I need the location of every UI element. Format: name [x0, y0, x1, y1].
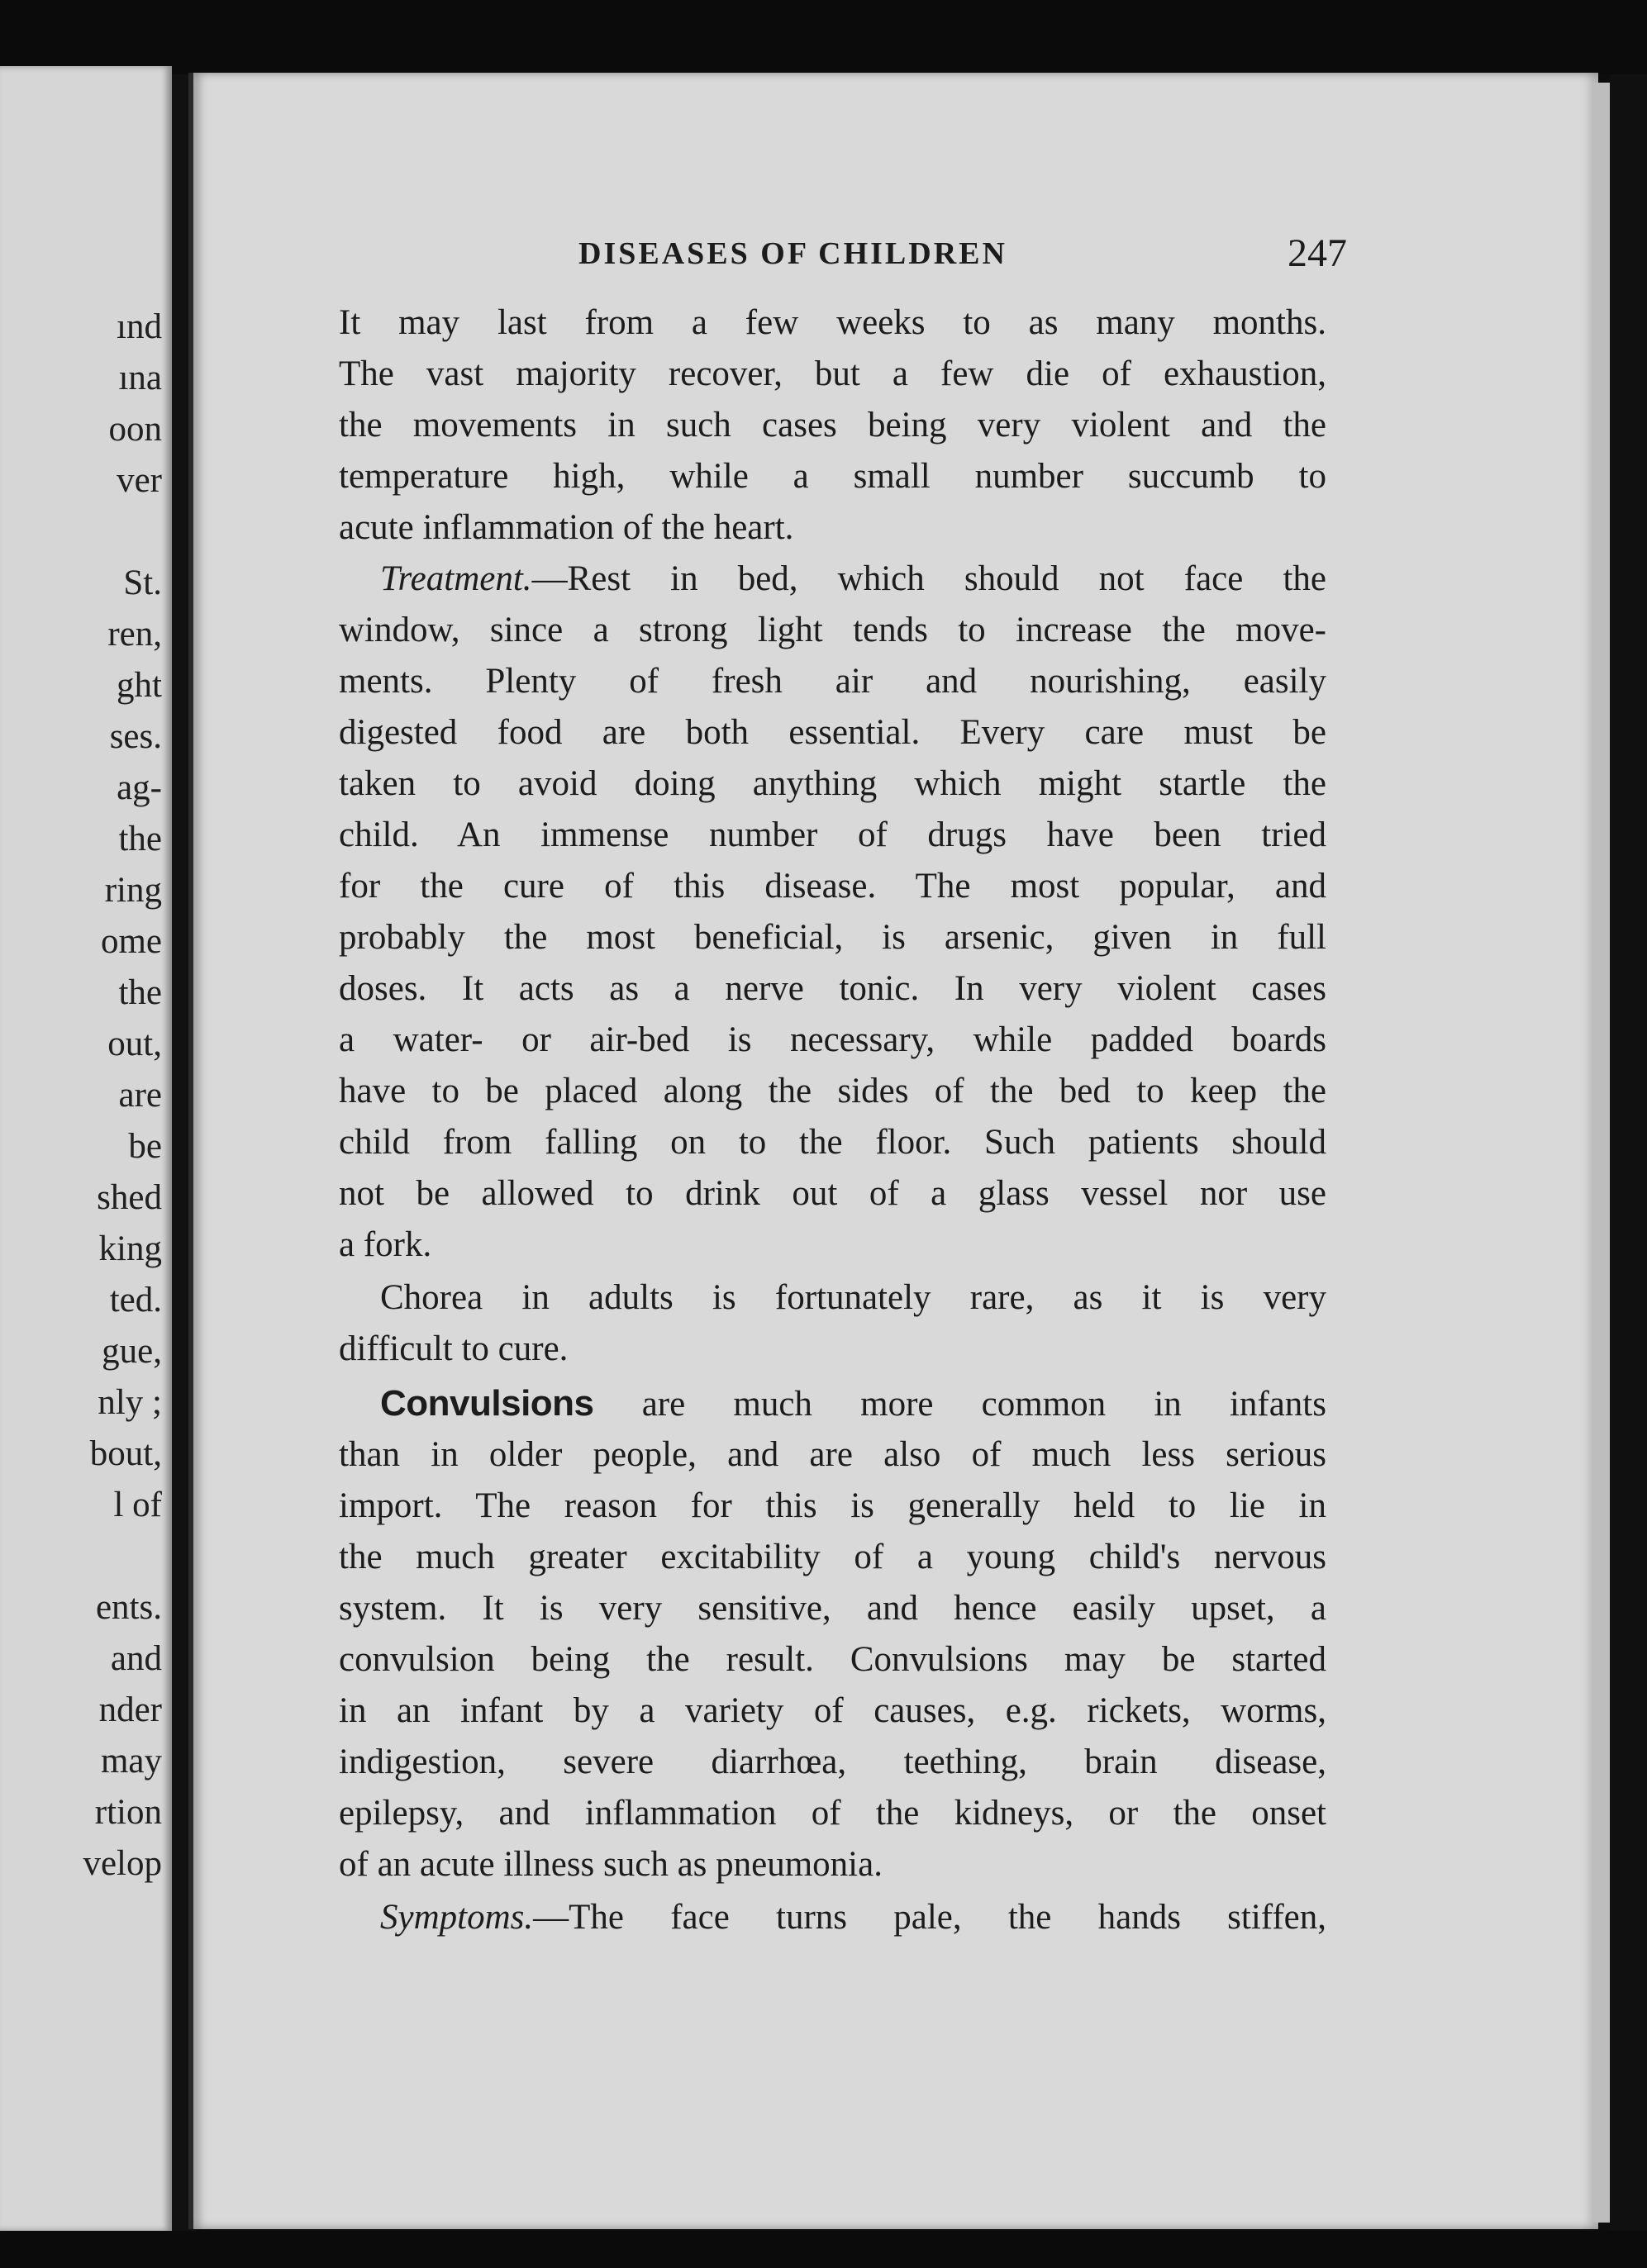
scan-top-edge	[0, 0, 1647, 74]
facing-page-line: gue,	[102, 1332, 162, 1371]
text-line: probably the most beneficial, is arsenic, given in full	[339, 918, 1326, 957]
text-line: epilepsy, and inflammation of the kidneys, or the onset	[339, 1794, 1326, 1833]
facing-page-line: the	[118, 973, 162, 1012]
facing-page-line: St.	[123, 563, 162, 602]
text-line: The vast majority recover, but a few die of exhaustion,	[339, 354, 1326, 393]
text-line: indigestion, severe diarrhœa, teething, brain disease,	[339, 1743, 1326, 1781]
facing-page-line: l of	[113, 1486, 162, 1524]
facing-page-line: shed	[97, 1178, 162, 1217]
text-line: a fork.	[339, 1225, 432, 1264]
facing-page-line: ınd	[117, 307, 162, 346]
running-title: DISEASES OF CHILDREN	[578, 236, 1007, 271]
text-line: window, since a strong light tends to increase the move-	[339, 611, 1326, 649]
text-line: not be allowed to drink out of a glass vessel nor use	[339, 1174, 1326, 1213]
facing-page-line: velop	[83, 1844, 162, 1883]
facing-page-line: ght	[117, 666, 162, 705]
facing-page-line: oon	[108, 410, 162, 449]
facing-page-line: be	[128, 1127, 162, 1166]
text-line: than in older people, and are also of much less serious	[339, 1435, 1326, 1474]
text-line: in an infant by a variety of causes, e.g. rickets, worms,	[339, 1691, 1326, 1730]
page-edge	[1593, 83, 1610, 2223]
page-number: 247	[1288, 231, 1347, 275]
text-line: Chorea in adults is fortunately rare, as it is very	[380, 1278, 1326, 1317]
facing-page-line: ome	[100, 922, 162, 961]
facing-page-line: out,	[107, 1025, 162, 1063]
scan-bottom-edge	[0, 2231, 1647, 2268]
text-line: have to be placed along the sides of the bed to keep the	[339, 1072, 1326, 1110]
facing-page-line: the	[118, 820, 162, 858]
text-line: for the cure of this disease. The most popular, and	[339, 867, 1326, 906]
text-line: doses. It acts as a nerve tonic. In very violent cases	[339, 969, 1326, 1008]
text-line: a water- or air-bed is necessary, while padded boards	[339, 1020, 1326, 1059]
facing-page-line: ver	[117, 461, 162, 500]
facing-page-line: ses.	[109, 717, 162, 756]
facing-page-line: ring	[104, 871, 162, 910]
text-line: digested food are both essential. Every care must be	[339, 713, 1326, 752]
text-line: the much greater excitability of a young child's nervous	[339, 1538, 1326, 1576]
text-line: the movements in such cases being very violent and the	[339, 406, 1326, 445]
text-line: Convulsions are much more common in infants	[380, 1383, 1326, 1424]
text-line: import. The reason for this is generally held to lie in	[339, 1486, 1326, 1525]
section-label-treatment: Treatment.	[380, 559, 532, 598]
text-line: convulsion being the result. Convulsions may be started	[339, 1640, 1326, 1679]
text-line: child from falling on to the floor. Such patients should	[339, 1123, 1326, 1162]
facing-page-line: rtion	[94, 1793, 162, 1832]
facing-page-line: ag-	[117, 768, 162, 807]
text-line: child. An immense number of drugs have been tried	[339, 815, 1326, 854]
facing-page-line: and	[110, 1639, 162, 1678]
facing-page-line: are	[118, 1076, 162, 1115]
facing-page-line: king	[98, 1229, 162, 1268]
text-line: acute inflammation of the heart.	[339, 508, 794, 547]
scan-right-edge	[1610, 74, 1647, 2231]
section-heading-convulsions: Convulsions	[380, 1383, 594, 1424]
text-line: difficult to cure.	[339, 1329, 569, 1368]
text-line: Treatment.—Rest in bed, which should not face the	[380, 559, 1326, 598]
text-line: Symptoms.—The face turns pale, the hands stiffen,	[380, 1898, 1326, 1937]
section-label-symptoms: Symptoms.	[380, 1898, 534, 1937]
facing-page-line: ren,	[107, 615, 162, 654]
text-line: It may last from a few weeks to as many months.	[339, 303, 1326, 342]
text-line: ments. Plenty of fresh air and nourishing, easily	[339, 662, 1326, 701]
facing-page-line: ents.	[95, 1588, 162, 1627]
facing-page-line: may	[100, 1742, 162, 1781]
running-header	[578, 231, 1347, 285]
text-line: system. It is very sensitive, and hence easily upset, a	[339, 1589, 1326, 1628]
facing-page-line: nly ;	[98, 1383, 162, 1422]
facing-page-line: bout,	[89, 1434, 162, 1473]
text-line: taken to avoid doing anything which might startle the	[339, 764, 1326, 803]
facing-page-line: ına	[118, 359, 162, 397]
facing-page-line: ted.	[109, 1281, 162, 1319]
facing-page-line: nder	[98, 1690, 162, 1729]
facing-page-fragment	[0, 66, 172, 2231]
text-line: temperature high, while a small number succumb to	[339, 457, 1326, 496]
text-line: of an acute illness such as pneumonia.	[339, 1845, 883, 1884]
